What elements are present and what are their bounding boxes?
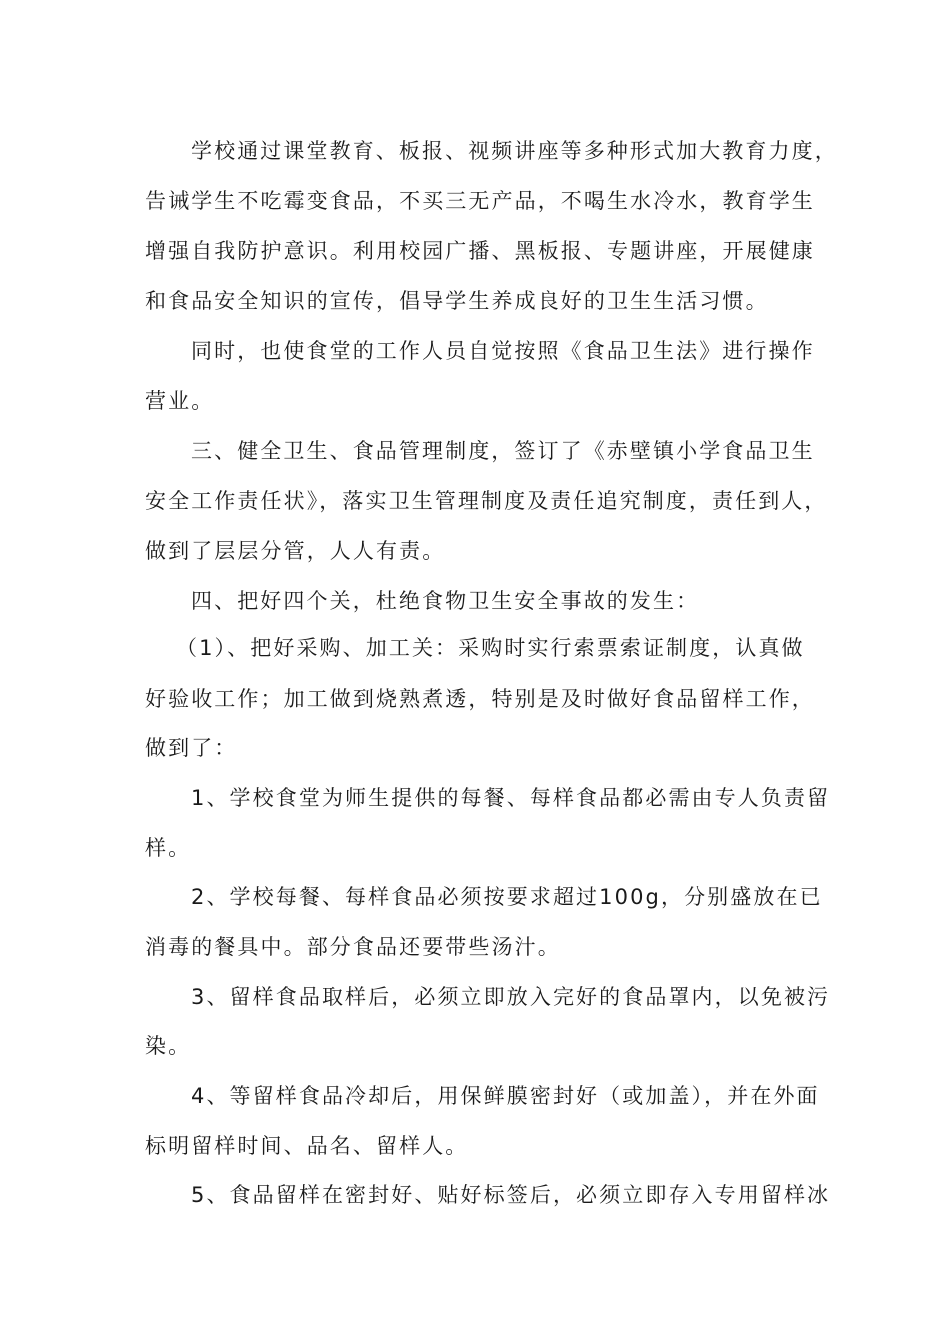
paragraph-line: 学校通过课堂教育、板报、视频讲座等多种形式加大教育力度， [191, 139, 838, 163]
paragraph-line: 三、健全卫生、食品管理制度，签订了《赤壁镇小学食品卫生 [191, 439, 815, 463]
paragraph-line: 3、留样食品取样后，必须立即放入完好的食品罩内，以免被污 [191, 985, 831, 1009]
paragraph-line: 告诫学生不吃霉变食品，不买三无产品，不喝生水冷水，教育学生 [145, 189, 815, 213]
paragraph-line: 营业。 [145, 389, 215, 413]
paragraph-line: 做到了层层分管，人人有责。 [145, 539, 446, 563]
paragraph-line: 2、学校每餐、每样食品必须按要求超过100g，分别盛放在已 [191, 885, 823, 909]
paragraph-line: 4、等留样食品冷却后，用保鲜膜密封好（或加盖），并在外面 [191, 1084, 820, 1108]
paragraph-line: 和食品安全知识的宣传，倡导学生养成良好的卫生生活习惯。 [145, 289, 769, 313]
paragraph-line: 增强自我防护意识。利用校园广播、黑板报、专题讲座，开展健康 [145, 239, 815, 263]
paragraph-line: 安全工作责任状》，落实卫生管理制度及责任追究制度，责任到人， [145, 489, 828, 513]
paragraph-line: 样。 [145, 836, 192, 860]
paragraph-line: （1）、把好采购、加工关：采购时实行索票索证制度，认真做 [176, 636, 805, 660]
paragraph-line: 同时，也使食堂的工作人员自觉按照《食品卫生法》进行操作 [191, 339, 815, 363]
paragraph-line: 染。 [145, 1034, 192, 1058]
paragraph-line: 四、把好四个关，杜绝食物卫生安全事故的发生： [191, 589, 700, 613]
paragraph-line: 好验收工作；加工做到烧熟煮透，特别是及时做好食品留样工作， [145, 687, 815, 711]
paragraph-line: 5、食品留样在密封好、贴好标签后，必须立即存入专用留样冰 [191, 1183, 831, 1207]
paragraph-line: 1、学校食堂为师生提供的每餐、每样食品都必需由专人负责留 [191, 786, 831, 810]
paragraph-line: 消毒的餐具中。部分食品还要带些汤汁。 [145, 935, 561, 959]
paragraph-line: 做到了： [145, 736, 238, 760]
paragraph-line: 标明留样时间、品名、留样人。 [145, 1134, 469, 1158]
